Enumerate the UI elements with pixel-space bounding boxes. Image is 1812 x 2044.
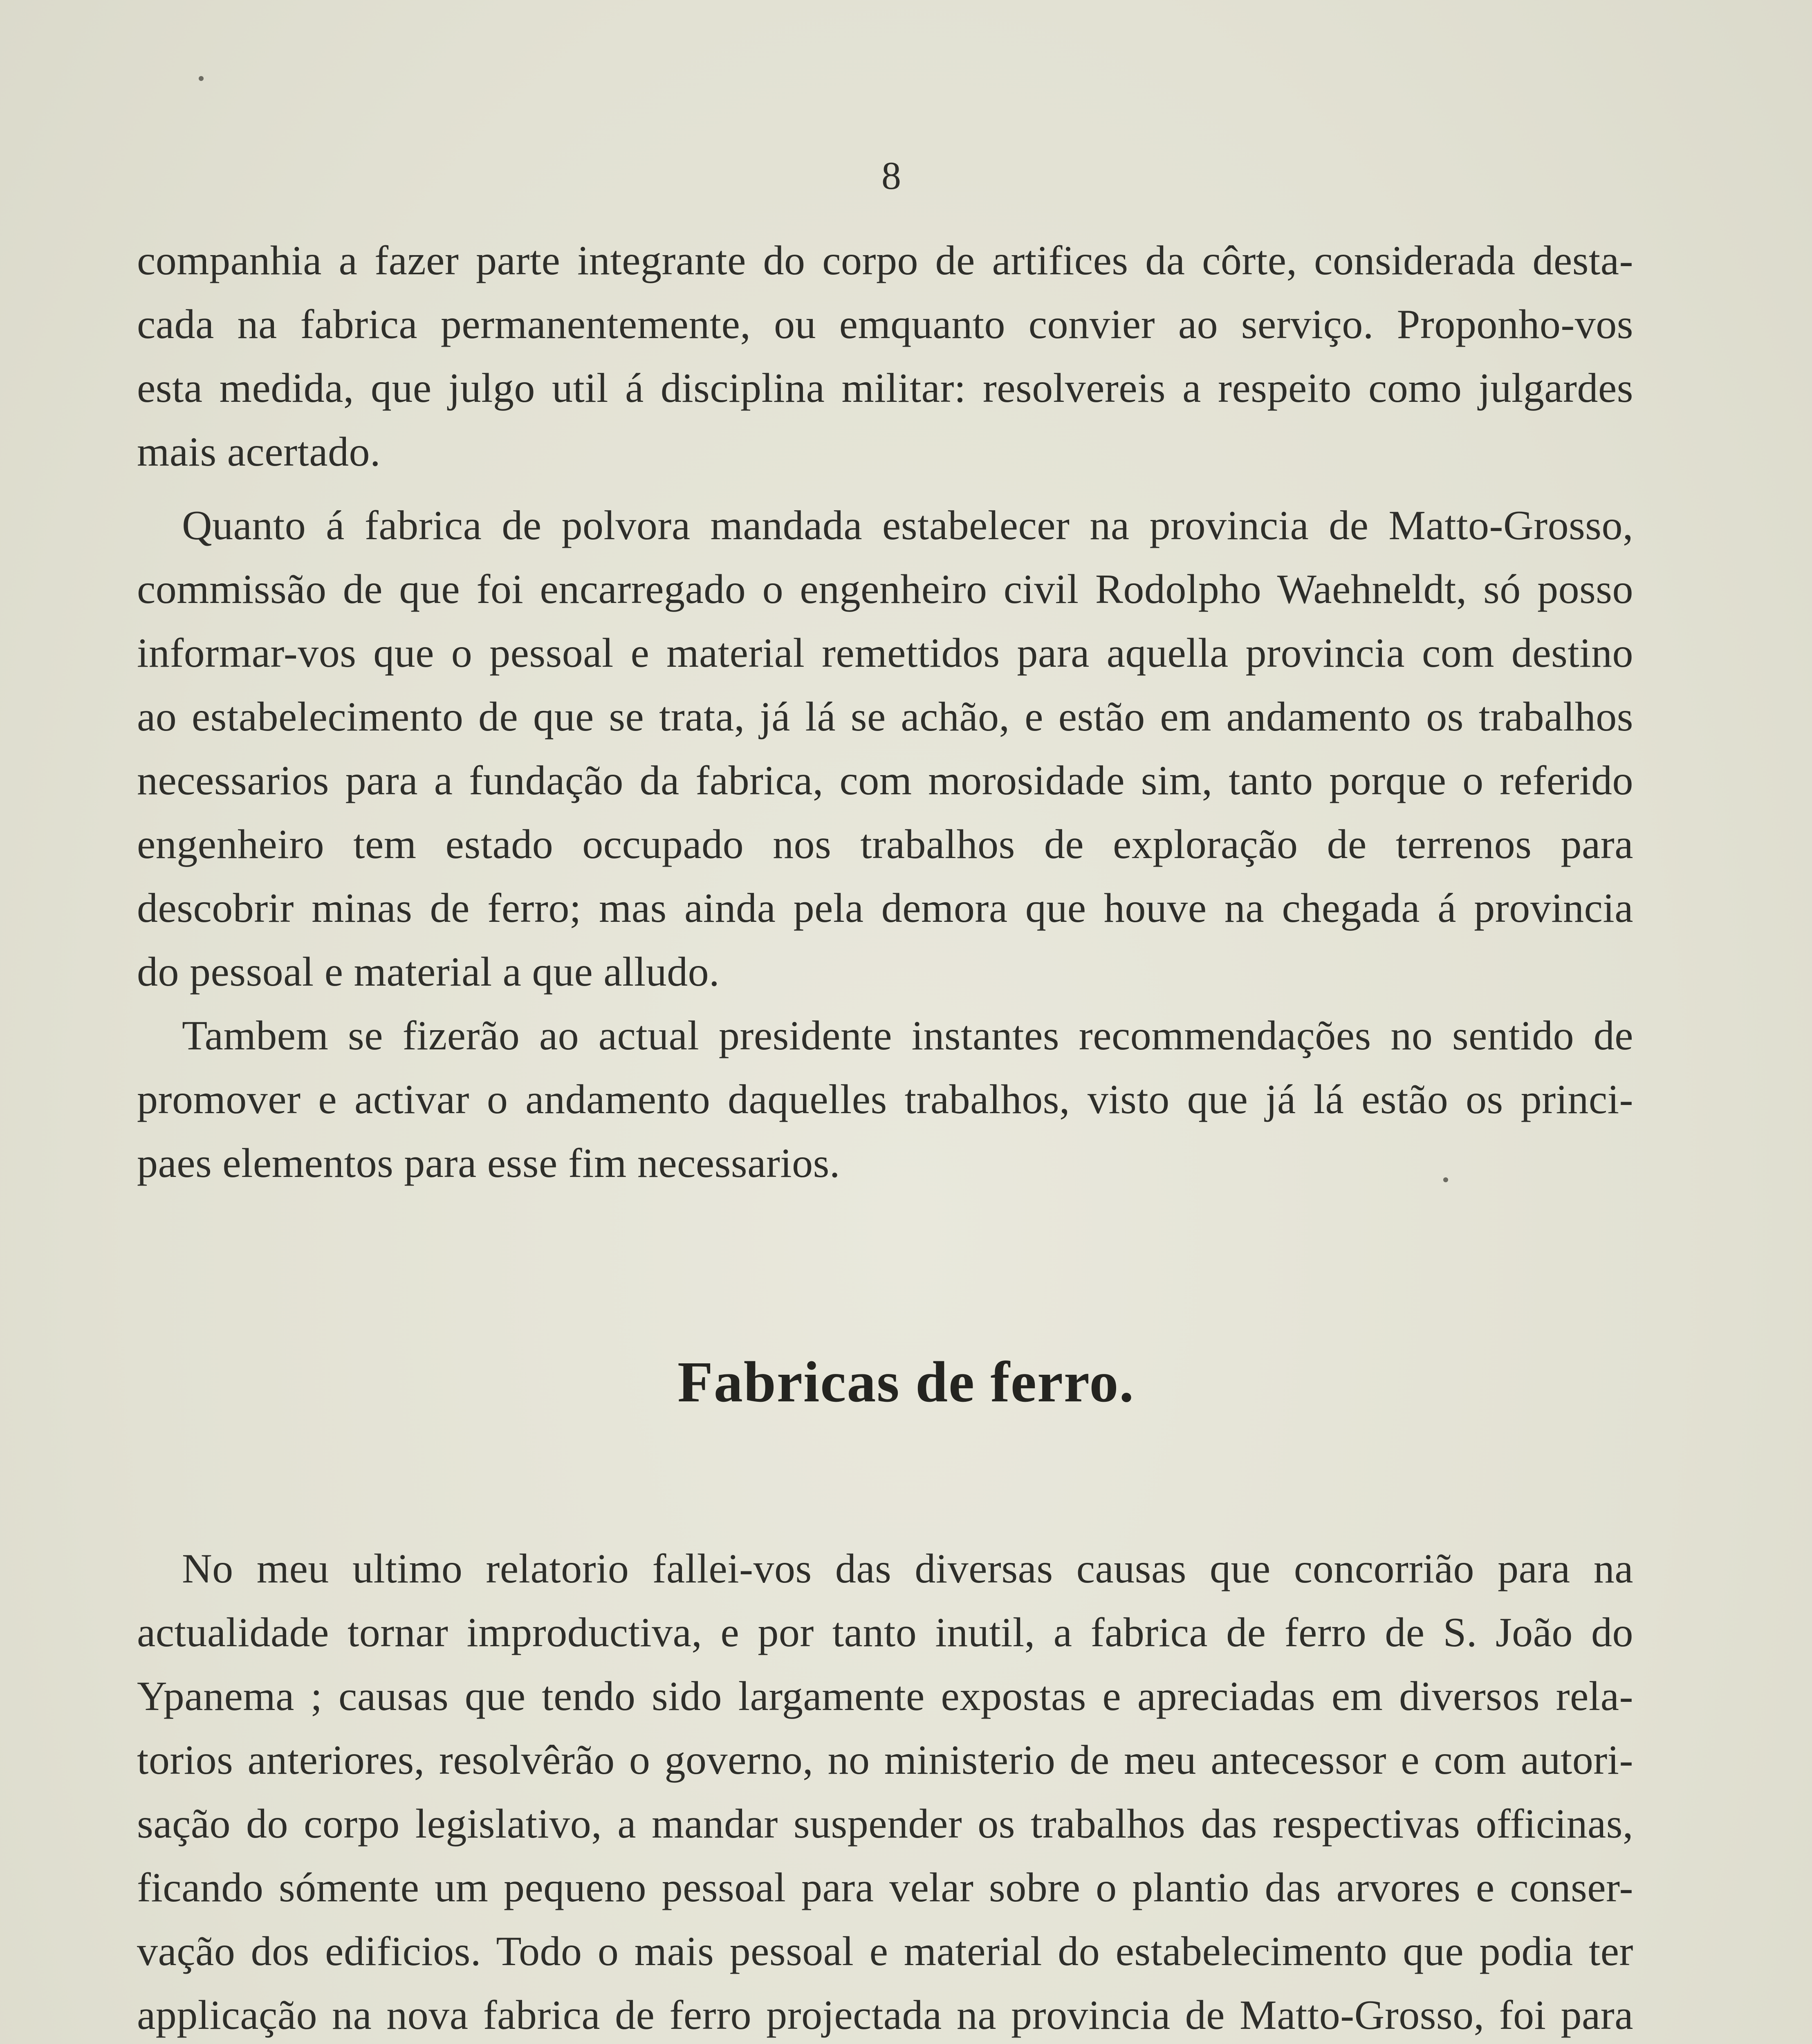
- text-line: torios anteriores, resolvêrão o governo, no ministerio de meu antecessor e com autori-: [137, 1737, 1633, 1783]
- paragraph-companhia: [137, 229, 1633, 484]
- text-line: do pessoal e material a que alludo.: [137, 949, 720, 995]
- text-line: companhia a fazer parte integrante do corpo de artifices da côrte, considerada desta-: [137, 238, 1633, 284]
- text-line: Quanto á fabrica de polvora mandada estabelecer na provincia de Matto-Grosso,: [182, 502, 1633, 549]
- text-line: ao estabelecimento de que se trata, já lá se achão, e estão em andamento os trabalhos: [137, 694, 1633, 740]
- text-line: No meu ultimo relatorio fallei-vos das diversas causas que concorrião para na: [182, 1546, 1633, 1592]
- text-line: necessarios para a fundação da fabrica, com morosidade sim, tanto porque o referido: [137, 758, 1633, 804]
- print-speck: [199, 76, 204, 81]
- page-number: 8: [881, 154, 901, 197]
- paragraph-ultimo-relatorio: [137, 1537, 1633, 2044]
- text-line: ficando sómente um pequeno pessoal para velar sobre o plantio das arvores e conser-: [137, 1865, 1633, 1911]
- text-line: promover e activar o andamento daquelles trabalhos, visto que já lá estão os princi-: [137, 1076, 1633, 1123]
- paragraph-fabrica-polvora: [137, 494, 1633, 1004]
- text-line: engenheiro tem estado occupado nos trabalhos de exploração de terrenos para: [137, 821, 1633, 867]
- section-heading: Fabricas de ferro.: [677, 1349, 1135, 1414]
- text-line: actualidade tornar improductiva, e por tanto inutil, a fabrica de ferro de S. João do: [137, 1609, 1633, 1656]
- text-line: applicação na nova fabrica de ferro projectada na provincia de Matto-Grosso, foi para: [137, 1992, 1633, 2038]
- text-line: informar-vos que o pessoal e material remettidos para aquella provincia com destino: [137, 630, 1633, 676]
- text-line: esta medida, que julgo util á disciplina militar: resolvereis a respeito como julgardes: [137, 365, 1633, 411]
- text-line: vação dos edificios. Todo o mais pessoal e material do estabelecimento que podia ter: [137, 1928, 1633, 1975]
- section-1-text: [137, 229, 1633, 484]
- text-line: descobrir minas de ferro; mas ainda pela demora que houve na chegada á provincia: [137, 885, 1633, 931]
- text-line: paes elementos para esse fim necessarios.: [137, 1140, 840, 1186]
- print-speck: [1443, 1177, 1448, 1182]
- text-line: commissão de que foi encarregado o engenheiro civil Rodolpho Waehneldt, só posso: [137, 566, 1633, 612]
- text-line: Tambem se fizerão ao actual presidente instantes recommendações no sentido de: [182, 1013, 1633, 1059]
- text-line: Ypanema ; causas que tendo sido largamente expostas e apreciadas em diversos rela-: [137, 1673, 1633, 1719]
- text-line: cada na fabrica permanentemente, ou emquanto convier ao serviço. Proponho-vos: [137, 301, 1633, 347]
- text-line: sação do corpo legislativo, a mandar suspender os trabalhos das respectivas officinas,: [137, 1801, 1633, 1847]
- paragraph-tambem: [137, 1004, 1633, 1195]
- text-line: mais acertado.: [137, 429, 381, 475]
- section-2-text: [137, 1537, 1633, 2044]
- section-1-text-2: [137, 494, 1633, 1195]
